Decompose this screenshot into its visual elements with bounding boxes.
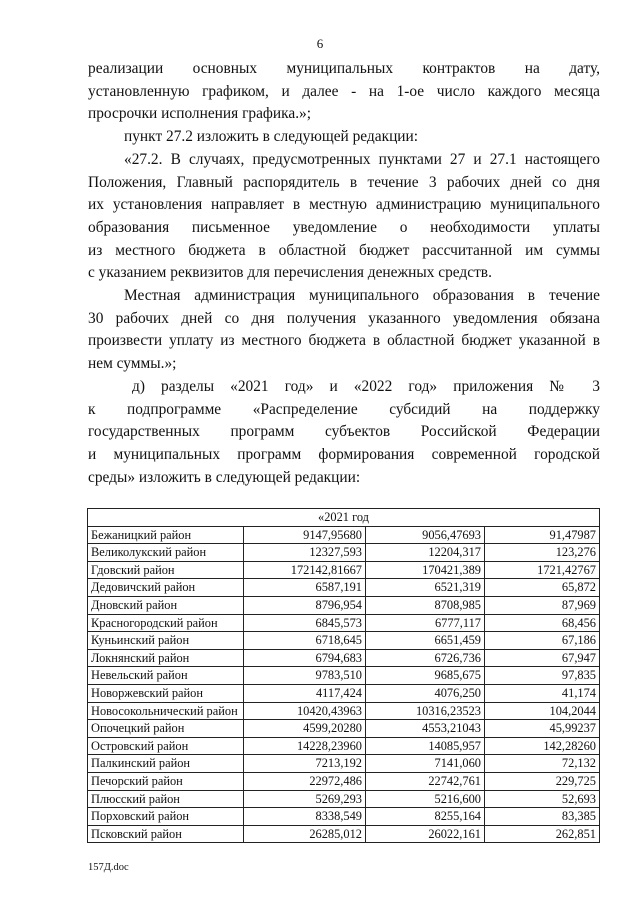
value-cell: 9056,47693 — [366, 526, 485, 544]
text-line: с указанием реквизитов для перечисления денежных средств. — [88, 264, 492, 282]
value-cell: 5269,293 — [244, 790, 366, 808]
table-row — [88, 579, 600, 597]
value-cell: 41,174 — [485, 684, 600, 702]
value-cell: 142,28260 — [485, 737, 600, 755]
value-cell: 9685,675 — [366, 667, 485, 685]
value-cell: 68,456 — [485, 614, 600, 632]
value-cell: 22972,486 — [244, 772, 366, 790]
value-cell: 9783,510 — [244, 667, 366, 685]
text-line: пункт 27.2 изложить в следующей редакции: — [124, 128, 419, 146]
value-cell: 6587,191 — [244, 579, 366, 597]
value-cell: 26022,161 — [366, 825, 485, 843]
value-cell: 9147,95680 — [244, 526, 366, 544]
text-line: из местного бюджета в областной бюджет рассчитанной им суммы — [88, 241, 600, 259]
value-cell: 4599,20280 — [244, 720, 366, 738]
document-body — [88, 58, 600, 489]
text-line: образования письменное уведомление о необходимости уплаты — [88, 218, 600, 236]
text-line: «27.2. В случаях, предусмотренных пунктами 27 и 27.1 настоящего — [124, 150, 600, 168]
value-cell: 6718,645 — [244, 632, 366, 650]
value-cell: 12204,317 — [366, 544, 485, 562]
value-cell: 4117,424 — [244, 684, 366, 702]
value-cell: 12327,593 — [244, 544, 366, 562]
table-row — [88, 702, 600, 720]
district-name-cell: Куньинский район — [88, 632, 244, 650]
value-cell: 8338,549 — [244, 808, 366, 826]
table-row — [88, 526, 600, 544]
district-name-cell: Островский район — [88, 737, 244, 755]
value-cell: 6845,573 — [244, 614, 366, 632]
text-line: к подпрограмме «Распределение субсидий на поддержку — [88, 400, 600, 418]
value-cell: 8796,954 — [244, 596, 366, 614]
text-line: установленную графиком, и далее - на 1-ое число каждого месяца — [88, 82, 600, 100]
value-cell: 67,186 — [485, 632, 600, 650]
table-row — [88, 667, 600, 685]
value-cell: 262,851 — [485, 825, 600, 843]
district-name-cell: Палкинский район — [88, 755, 244, 773]
district-name-cell: Плюсский район — [88, 790, 244, 808]
value-cell: 10316,23523 — [366, 702, 485, 720]
text-line: нем суммы.»; — [88, 355, 177, 373]
value-cell: 104,2044 — [485, 702, 600, 720]
table-row — [88, 808, 600, 826]
table-row — [88, 544, 600, 562]
value-cell: 7141,060 — [366, 755, 485, 773]
text-line: Положения, Главный распорядитель в течение 3 рабочих дней со дня — [88, 173, 600, 191]
text-line: государственных программ субъектов Российской Федерации — [88, 423, 600, 441]
district-name-cell: Печорский район — [88, 772, 244, 790]
page-number: 6 — [316, 36, 324, 51]
text-line: 30 рабочих дней со дня получения указанного уведомления обязана — [88, 309, 600, 327]
value-cell: 170421,389 — [366, 561, 485, 579]
table-row — [88, 720, 600, 738]
value-cell: 22742,761 — [366, 772, 485, 790]
district-name-cell: Бежаницкий район — [88, 526, 244, 544]
footer-filename: 157Д.doc — [88, 862, 129, 873]
district-name-cell: Невельский район — [88, 667, 244, 685]
table-row — [88, 614, 600, 632]
table-row — [88, 649, 600, 667]
value-cell: 52,693 — [485, 790, 600, 808]
value-cell: 26285,012 — [244, 825, 366, 843]
text-line: и муниципальных программ формирования современной городской — [88, 445, 600, 463]
value-cell: 4076,250 — [366, 684, 485, 702]
district-name-cell: Новосокольнический район — [88, 702, 244, 720]
value-cell: 14228,23960 — [244, 737, 366, 755]
value-cell: 172142,81667 — [244, 561, 366, 579]
district-name-cell: Новоржевский район — [88, 684, 244, 702]
text-line: произвести уплату из местного бюджета в областной бюджет указанной в — [88, 332, 600, 350]
value-cell: 87,969 — [485, 596, 600, 614]
table-row — [88, 737, 600, 755]
table-row — [88, 825, 600, 843]
value-cell: 4553,21043 — [366, 720, 485, 738]
table-row — [88, 772, 600, 790]
value-cell: 45,99237 — [485, 720, 600, 738]
text-line: реализации основных муниципальных контрактов на дату, — [88, 60, 600, 77]
text-line: Местная администрация муниципального образования в течение — [124, 287, 600, 305]
value-cell: 6521,319 — [366, 579, 485, 597]
table-row — [88, 632, 600, 650]
value-cell: 8255,164 — [366, 808, 485, 826]
value-cell: 6651,459 — [366, 632, 485, 650]
value-cell: 5216,600 — [366, 790, 485, 808]
text-line: д) разделы «2021 год» и «2022 год» приложения № 3 — [132, 377, 600, 395]
subsidy-table — [87, 508, 600, 843]
value-cell: 7213,192 — [244, 755, 366, 773]
value-cell: 8708,985 — [366, 596, 485, 614]
value-cell: 6794,683 — [244, 649, 366, 667]
value-cell: 14085,957 — [366, 737, 485, 755]
value-cell: 6726,736 — [366, 649, 485, 667]
value-cell: 65,872 — [485, 579, 600, 597]
district-name-cell: Порховский район — [88, 808, 244, 826]
text-line: их установления направляет в местную администрацию муниципального — [88, 196, 600, 214]
table-header: «2021 год — [88, 509, 600, 527]
district-name-cell: Опочецкий район — [88, 720, 244, 738]
value-cell: 123,276 — [485, 544, 600, 562]
value-cell: 97,835 — [485, 667, 600, 685]
district-name-cell: Дновский район — [88, 596, 244, 614]
value-cell: 10420,43963 — [244, 702, 366, 720]
value-cell: 1721,42767 — [485, 561, 600, 579]
value-cell: 83,385 — [485, 808, 600, 826]
value-cell: 229,725 — [485, 772, 600, 790]
table-row — [88, 596, 600, 614]
table-row — [88, 561, 600, 579]
text-line: просрочки исполнения графика.»; — [88, 105, 312, 123]
table-row — [88, 755, 600, 773]
district-name-cell: Псковский район — [88, 825, 244, 843]
value-cell: 72,132 — [485, 755, 600, 773]
value-cell: 91,47987 — [485, 526, 600, 544]
table-row — [88, 790, 600, 808]
table-header-row — [88, 509, 600, 527]
table-row — [88, 684, 600, 702]
district-name-cell: Локнянский район — [88, 649, 244, 667]
text-line: среды» изложить в следующей редакции: — [88, 468, 361, 486]
district-name-cell: Великолукский район — [88, 544, 244, 562]
district-name-cell: Красногородский район — [88, 614, 244, 632]
value-cell: 6777,117 — [366, 614, 485, 632]
district-name-cell: Дедовичский район — [88, 579, 244, 597]
value-cell: 67,947 — [485, 649, 600, 667]
district-name-cell: Гдовский район — [88, 561, 244, 579]
